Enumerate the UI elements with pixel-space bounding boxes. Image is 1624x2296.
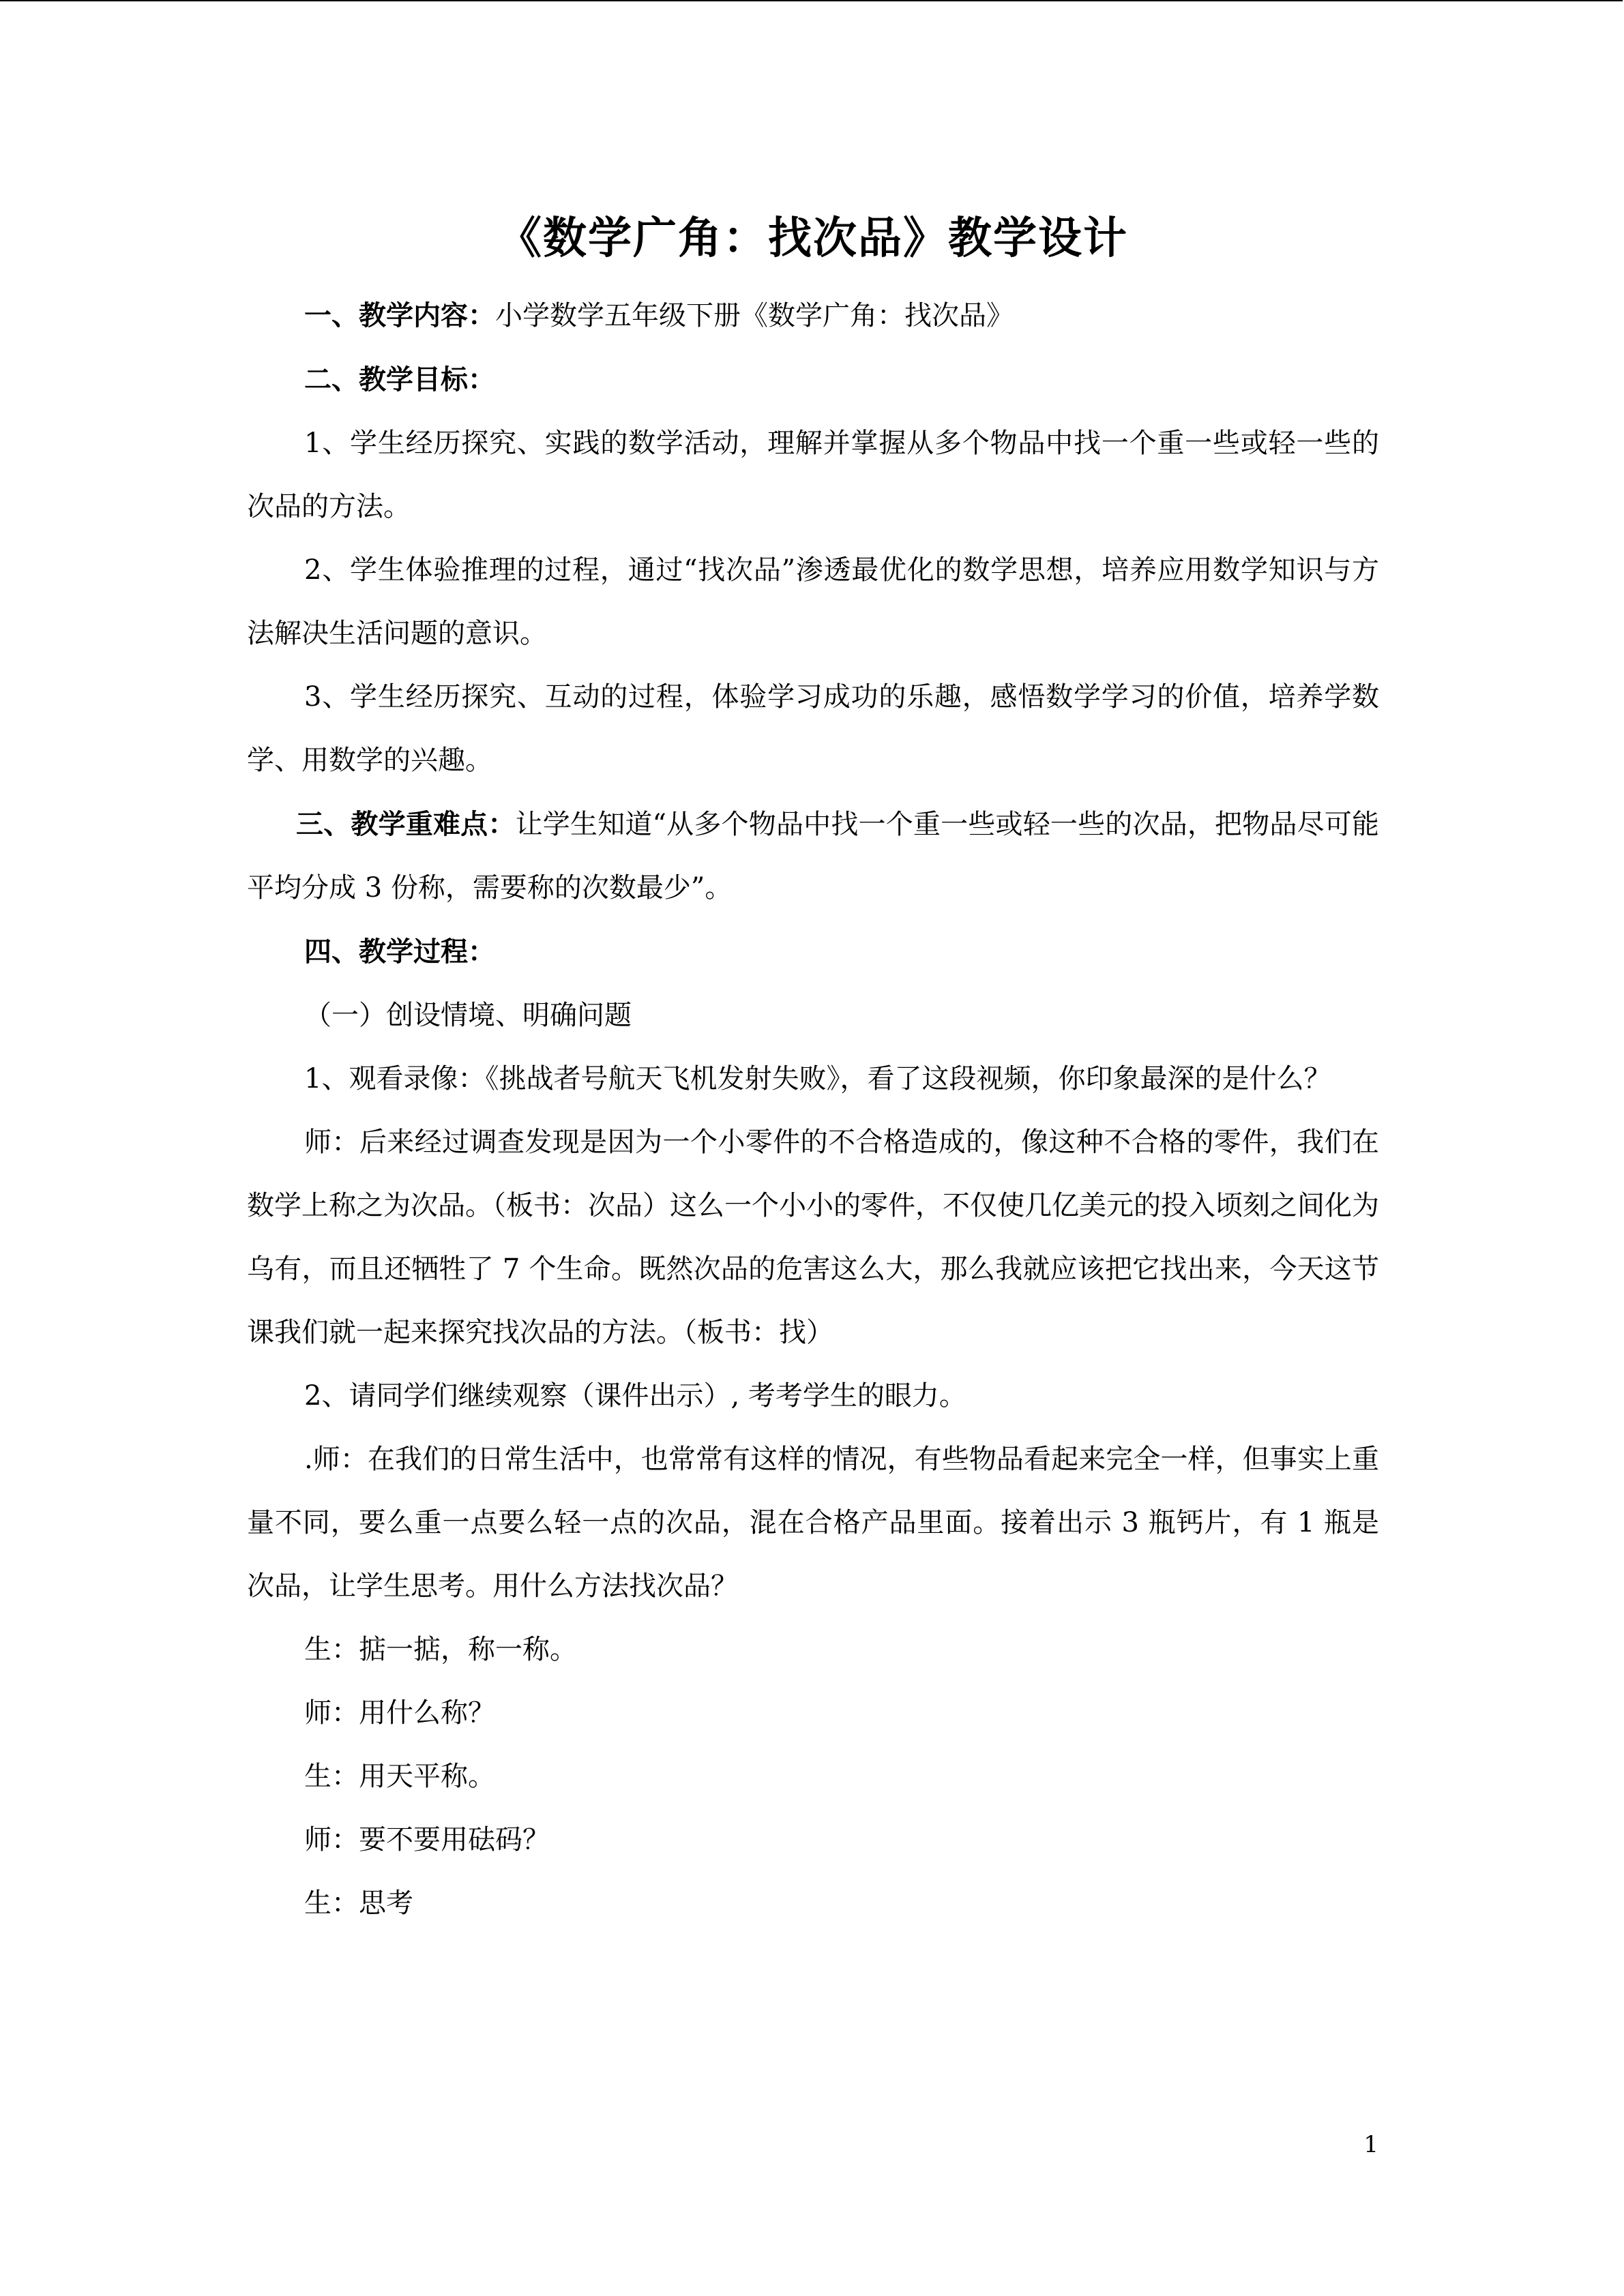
document-title: 《数学广角：找次品》教学设计 xyxy=(498,213,1128,264)
section-label: 三、教学重难点： xyxy=(296,808,516,840)
section-key-points xyxy=(247,792,1379,920)
section-teaching-process xyxy=(247,920,1379,984)
dialogue-line: 师：用什么称？ xyxy=(304,1697,495,1729)
section-label: 二、教学目标： xyxy=(304,363,495,396)
document-page xyxy=(247,205,1379,1935)
section-text: 让学生知道“从多个物品中找一个重一些或轻一些的次品，把物品尽可能平均分成 3 份称，需要称的次数最少”。 xyxy=(247,809,1380,904)
goal-item: 1、学生经历探究、实践的数学活动，理解并掌握从多个物品中找一个重一些或轻一些的次品的方法。 xyxy=(247,428,1379,522)
process-subheading: （一）创设情境、明确问题 xyxy=(304,1000,632,1031)
process-paragraph: 师：后来经过调查发现是因为一个小零件的不合格造成的，像这种不合格的零件，我们在数学上称之为次品。（板书：次品）这么一个小小的零件，不仅使几亿美元的投入顷刻之间化为乌有，而且还牺牲了 7 个生命。既然次品的危害这么大，那么我就应该把它找出来，今天这节课我们就一起来探究找次品的方法。（板书：找） xyxy=(247,1127,1379,1348)
section-text: 小学数学五年级下册《数学广角：找次品》 xyxy=(495,300,1014,331)
section-label: 四、教学过程： xyxy=(304,936,495,968)
section-teaching-content xyxy=(247,284,1379,348)
process-paragraph: .师：在我们的日常生活中，也常常有这样的情况，有些物品看起来完全一样，但事实上重量不同，要么重一点要么轻一点的次品，混在合格产品里面。接着出示 3 瓶钙片，有 1 瓶是次品，让学生思考。用什么方法找次品？ xyxy=(247,1444,1379,1602)
section-teaching-goals xyxy=(247,348,1379,412)
page-top-border xyxy=(0,0,1623,3)
process-paragraph: 2、请同学们继续观察（课件出示）, 考考学生的眼力。 xyxy=(304,1380,966,1412)
dialogue-line: 生：用天平称。 xyxy=(304,1761,495,1792)
dialogue-line: 师：要不要用砝码？ xyxy=(304,1824,550,1855)
goal-item: 2、学生体验推理的过程，通过“找次品”渗透最优化的数学思想，培养应用数学知识与方法解决生活问题的意识。 xyxy=(247,554,1379,649)
process-paragraph: 1、观看录像：《挑战者号航天飞机发射失败》，看了这段视频，你印象最深的是什么？ xyxy=(304,1063,1331,1094)
goal-item: 3、学生经历探究、互动的过程，体验学习成功的乐趣，感悟数学学习的价值，培养学数学、用数学的兴趣。 xyxy=(247,681,1379,776)
dialogue-line: 生：掂一掂，称一称。 xyxy=(304,1634,577,1665)
section-label: 一、教学内容： xyxy=(304,299,495,331)
dialogue-line: 生：思考 xyxy=(304,1888,413,1919)
page-number: 1 xyxy=(1363,2131,1378,2158)
